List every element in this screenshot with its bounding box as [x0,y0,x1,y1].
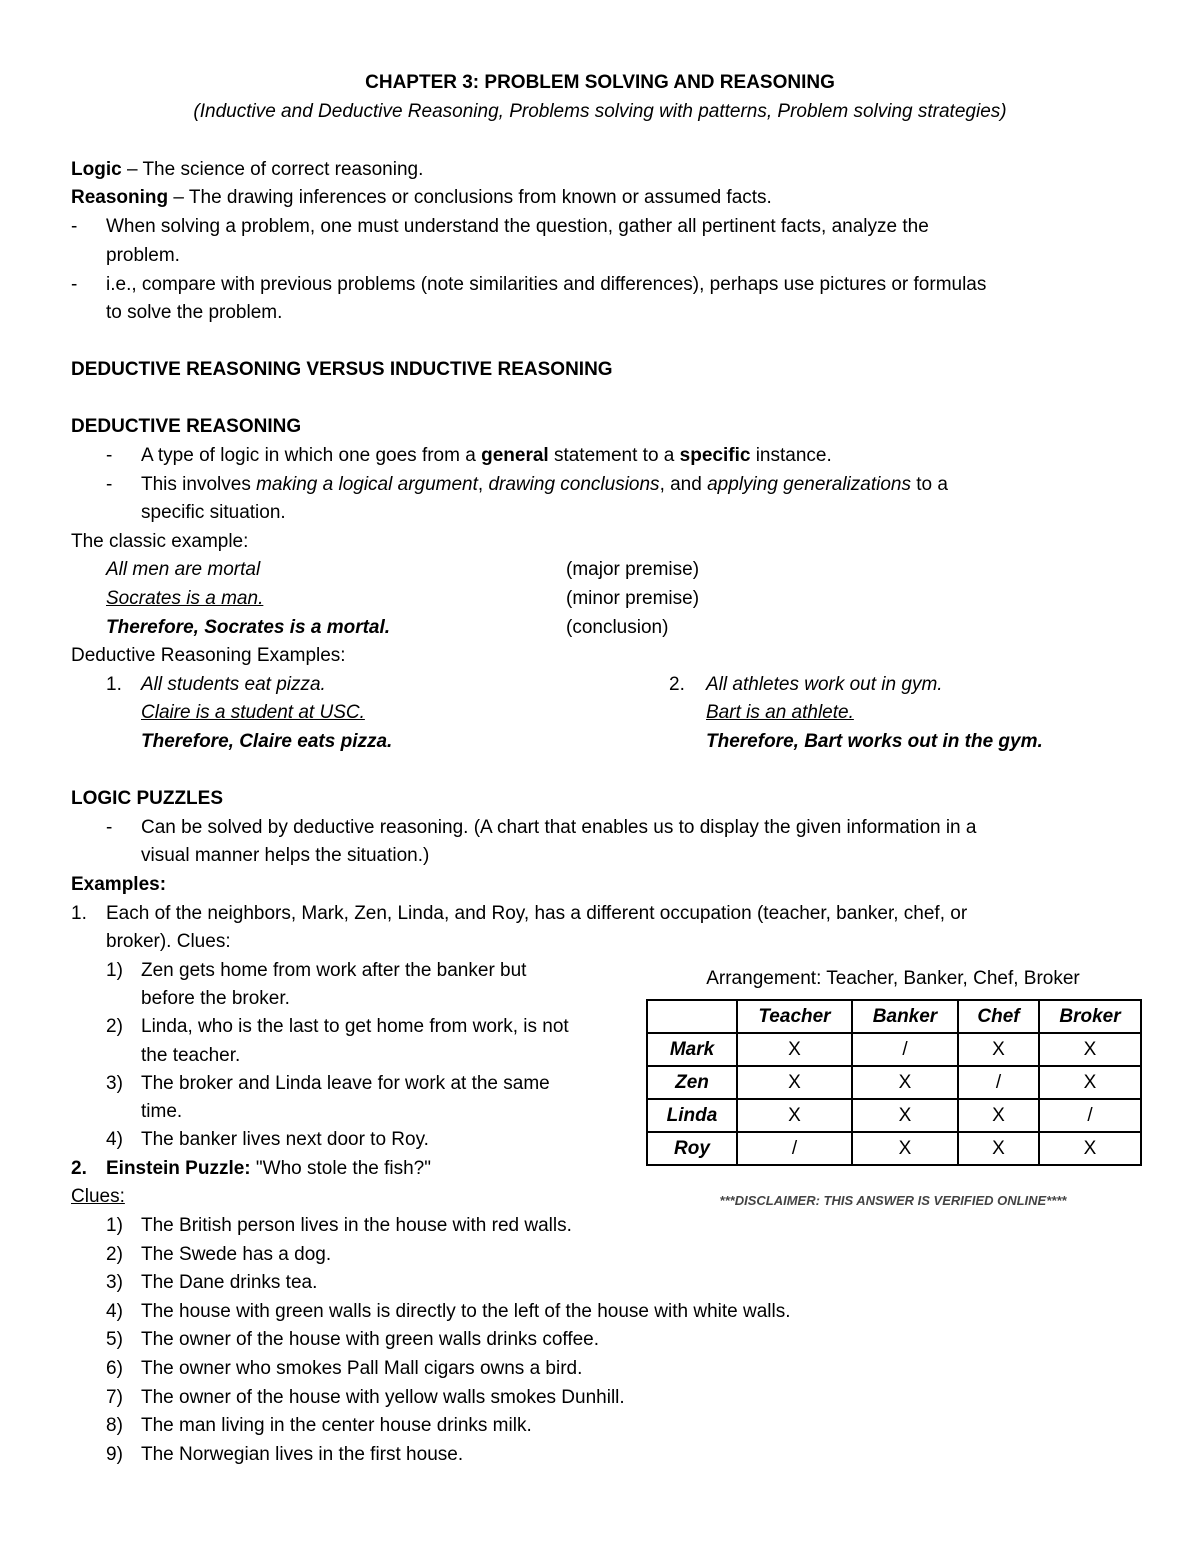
clue-text: the teacher. [141,1045,241,1066]
row-name-cell: Mark [647,1033,737,1066]
section-heading: DEDUCTIVE REASONING VERSUS INDUCTIVE REASONING [71,359,613,380]
deductive-examples-intro: Deductive Reasoning Examples: [71,645,346,666]
clue-text: The house with green walls is directly to the left of the house with white walls. [141,1301,791,1322]
clue-number: 1) [106,1215,123,1236]
text-run-bold: specific [679,445,751,466]
table-header-cell: Broker [1039,1000,1141,1033]
clue-text: The Norwegian lives in the first house. [141,1444,464,1465]
definition-bullet-1-line-2: problem. [106,245,180,266]
table-row [647,1099,1141,1132]
einstein-puzzle-question: "Who stole the fish?" [250,1158,431,1179]
table-header-row [647,1000,1141,1033]
table-header-cell: Banker [852,1000,958,1033]
table-caption: Arrangement: Teacher, Banker, Chef, Broker [706,968,1080,989]
reasoning-def: – The drawing inferences or conclusions from known or assumed facts. [168,187,772,208]
classic-major-premise: All men are mortal [106,559,261,580]
clue-number: 4) [106,1301,123,1322]
puzzle-2-number: 2. [71,1158,87,1179]
classic-conclusion: Therefore, Socrates is a mortal. [106,617,391,638]
logic-term: Logic [71,159,122,180]
table-cell: X [852,1132,958,1165]
bullet-dash: - [106,445,113,466]
puzzles-bullet-line-2: visual manner helps the situation.) [141,845,430,866]
clue-number: 6) [106,1358,123,1379]
example-1-number: 1. [106,674,122,695]
bullet-dash: - [106,817,113,838]
deductive-bullet-2-line-2: specific situation. [141,502,286,523]
bullet-dash: - [71,274,78,295]
example-1-premise-minor: Claire is a student at USC. [141,702,365,723]
example-2-conclusion: Therefore, Bart works out in the gym. [706,731,1043,752]
text-run: to a [910,474,948,495]
table-header-cell: Chef [958,1000,1039,1033]
text-run: statement to a [548,445,680,466]
puzzle-1-line-1: Each of the neighbors, Mark, Zen, Linda, and Roy, has a different occupation (teacher, banker, chef, or [106,903,968,924]
example-2-number: 2. [669,674,685,695]
classic-major-premise-note: (major premise) [566,559,700,580]
table-cell: X [1039,1033,1141,1066]
bullet-dash: - [106,474,113,495]
clue-number: 2) [106,1244,123,1265]
clue-text: The Swede has a dog. [141,1244,332,1265]
clue-number: 1) [106,960,123,981]
table-header-cell [647,1000,737,1033]
table-cell: X [852,1066,958,1099]
table-header-cell: Teacher [737,1000,852,1033]
table-cell: X [737,1066,852,1099]
deductive-bullet-1 [141,445,832,467]
example-2-premise-major: All athletes work out in gym. [706,674,943,695]
clue-text: The Dane drinks tea. [141,1272,318,1293]
table-cell: / [852,1033,958,1066]
text-run: , [477,474,489,495]
definition-bullet-1-line-1: When solving a problem, one must understand the question, gather all pertinent facts, analyze the [106,216,929,237]
einstein-puzzle-label: Einstein Puzzle: [106,1158,251,1179]
table-cell: / [958,1066,1039,1099]
classic-conclusion-note: (conclusion) [566,617,669,638]
row-name-cell: Zen [647,1066,737,1099]
row-name-cell: Roy [647,1132,737,1165]
clue-text: The man living in the center house drinks milk. [141,1415,532,1436]
text-run: A type of logic in which one goes from a [141,445,482,466]
example-1-premise-major: All students eat pizza. [141,674,326,695]
text-run-italic: making a logical argument [256,474,478,495]
puzzle-1-line-2: broker). Clues: [106,931,231,952]
table-cell: / [1039,1099,1141,1132]
text-run-bold: general [481,445,549,466]
clue-text: The owner of the house with yellow walls smokes Dunhill. [141,1387,625,1408]
clue-text: time. [141,1101,183,1122]
clue-text: before the broker. [141,988,290,1009]
clue-text: The banker lives next door to Roy. [141,1129,429,1150]
clue-number: 8) [106,1415,123,1436]
examples-label: Examples: [71,874,167,895]
puzzles-bullet-line-1: Can be solved by deductive reasoning. (A chart that enables us to display the given information in a [141,817,977,838]
table-cell: X [958,1033,1039,1066]
table-row [647,1132,1141,1165]
table-cell: X [958,1132,1039,1165]
clue-number: 2) [106,1016,123,1037]
clue-number: 3) [106,1272,123,1293]
deductive-heading: DEDUCTIVE REASONING [71,416,302,437]
table-cell: X [1039,1066,1141,1099]
text-run-italic: applying generalizations [707,474,911,495]
text-run: instance. [750,445,832,466]
reasoning-definition [71,187,772,209]
clue-text: The British person lives in the house with red walls. [141,1215,572,1236]
clue-text: The broker and Linda leave for work at the same [141,1073,550,1094]
table-row [647,1033,1141,1066]
puzzle-1-number: 1. [71,903,87,924]
clue-text: The owner who smokes Pall Mall cigars owns a bird. [141,1358,583,1379]
table-cell: X [737,1033,852,1066]
table-cell: X [737,1099,852,1132]
clue-number: 3) [106,1073,123,1094]
clue-text: Zen gets home from work after the banker but [141,960,527,981]
bullet-dash: - [71,216,78,237]
deductive-bullet-2 [141,474,948,496]
table-cell: X [1039,1132,1141,1165]
clue-number: 4) [106,1129,123,1150]
disclaimer: ***DISCLAIMER: THIS ANSWER IS VERIFIED ONLINE**** [719,1193,1067,1208]
page-title: CHAPTER 3: PROBLEM SOLVING AND REASONING [365,72,835,93]
logic-def: – The science of correct reasoning. [121,159,424,180]
classic-example-intro: The classic example: [71,531,249,552]
reasoning-term: Reasoning [71,187,169,208]
table-row [647,1066,1141,1099]
example-2-premise-minor: Bart is an athlete. [706,702,854,723]
text-run: This involves [141,474,257,495]
clue-number: 7) [106,1387,123,1408]
clue-number: 9) [106,1444,123,1465]
clue-text: Linda, who is the last to get home from work, is not [141,1016,569,1037]
classic-minor-premise: Socrates is a man. [106,588,264,609]
definition-bullet-2-line-1: i.e., compare with previous problems (note similarities and differences), perhaps use pictures or formulas [106,274,987,295]
clue-number: 5) [106,1329,123,1350]
clues-label: Clues: [71,1186,125,1207]
page-subtitle: (Inductive and Deductive Reasoning, Problems solving with patterns, Problem solving strategies) [193,101,1007,122]
occupation-table [646,999,1142,1166]
row-name-cell: Linda [647,1099,737,1132]
table-cell: X [958,1099,1039,1132]
example-1-conclusion: Therefore, Claire eats pizza. [141,731,393,752]
logic-definition [71,159,423,181]
text-run-italic: drawing conclusions [488,474,660,495]
table-cell: / [737,1132,852,1165]
table-cell: X [852,1099,958,1132]
logic-puzzles-heading: LOGIC PUZZLES [71,788,223,809]
definition-bullet-2-line-2: to solve the problem. [106,302,283,323]
clue-text: The owner of the house with green walls drinks coffee. [141,1329,600,1350]
text-run: , and [659,474,708,495]
classic-minor-premise-note: (minor premise) [566,588,700,609]
puzzle-2-title [106,1158,431,1180]
